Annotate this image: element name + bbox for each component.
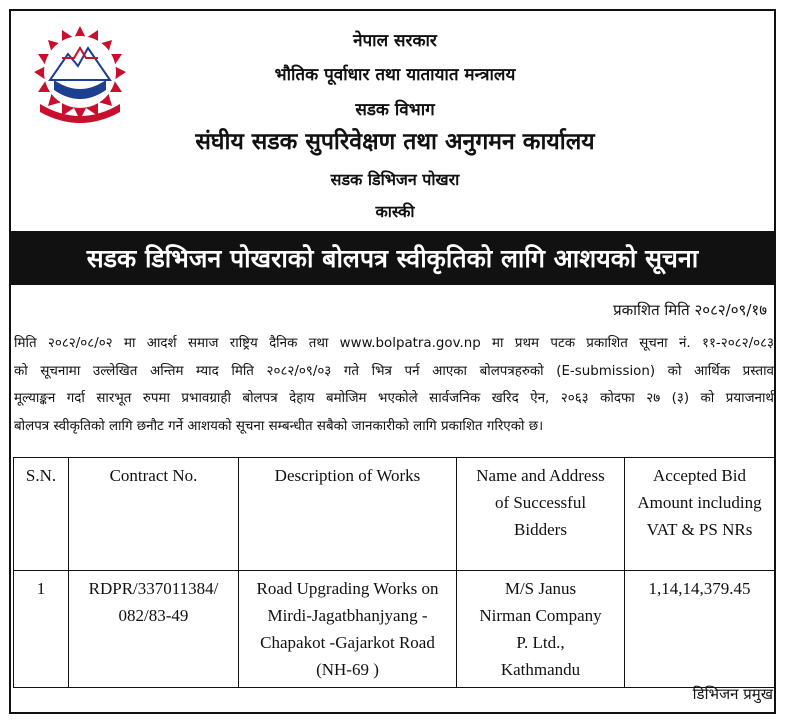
header-contract-no: Contract No. xyxy=(69,458,239,571)
division-chief-signature: डिभिजन प्रमुख xyxy=(692,685,773,703)
cell-contract-no: RDPR/337011384/ 082/83-49 xyxy=(69,571,239,688)
office-name: संघीय सडक सुपरिवेक्षण तथा अनुगमन कार्यालय xyxy=(195,129,595,155)
nepal-government-emblem-icon xyxy=(18,18,142,130)
header-bidder: Name and Address of Successful Bidders xyxy=(457,458,625,571)
cell-amount: 1,14,14,379.45 xyxy=(625,571,775,688)
notice-line: मिति २०८२/०८/०२ मा आदर्श समाज राष्ट्रिय दैनिक तथा www.bolpatra.gov.np मा प्रथम पटक प्रकाशित सूचना नं. ११-२०८२/०८३ xyxy=(14,336,774,351)
cell-bidder: M/S Janus Nirman Company P. Ltd., Kathmandu xyxy=(457,571,625,688)
division-name: सडक डिभिजन पोखरा xyxy=(330,170,460,189)
government-name: नेपाल सरकार xyxy=(353,31,437,51)
publication-date: प्रकाशित मिति २०८२/०९/१७ xyxy=(613,301,767,319)
notice-line: को सूचनामा उल्लेखित अन्तिम म्याद मिति २०८२/०९/०३ गते भित्र पर्न आएका बोलपत्रहरुको (E-submission) को आर्थिक प्रस्ताव xyxy=(14,363,774,379)
notice-line: बोलपत्र स्वीकृतिको लागि छनौट गर्ने आशयको सूचना सम्बन्धीत सबैको जानकारीको लागि प्रकाशित गरिएको छ। xyxy=(14,418,544,434)
header-description: Description of Works xyxy=(239,458,457,571)
successful-bidders-table xyxy=(13,457,775,688)
department-name: सडक विभाग xyxy=(355,100,435,120)
table-row xyxy=(14,571,775,688)
notice-paragraph xyxy=(14,330,774,440)
header-amount: Accepted Bid Amount including VAT & PS NRs xyxy=(625,458,775,571)
notice-line: मूल्याङ्कन गर्दा सारभूत रुपमा प्रभावग्राही बोलपत्र देहाय बमोजिम भएकोले सार्वजनिक खरिद ऐन, २०६३ कोदफा २७ (३) को प्रयाजनार्थ xyxy=(14,391,774,406)
header-sn: S.N. xyxy=(14,458,69,571)
table-header-row xyxy=(14,458,775,571)
cell-description: Road Upgrading Works on Mirdi-Jagatbhanjyang -Chapakot -Gajarkot Road (NH-69 ) xyxy=(239,571,457,688)
ministry-name: भौतिक पूर्वाधार तथा यातायात मन्त्रालय xyxy=(274,65,516,85)
cell-sn: 1 xyxy=(14,571,69,688)
notice-title-banner: सडक डिभिजन पोखराको बोलपत्र स्वीकृतिको लागि आशयको सूचना xyxy=(9,231,776,285)
district-name: कास्की xyxy=(375,202,415,221)
